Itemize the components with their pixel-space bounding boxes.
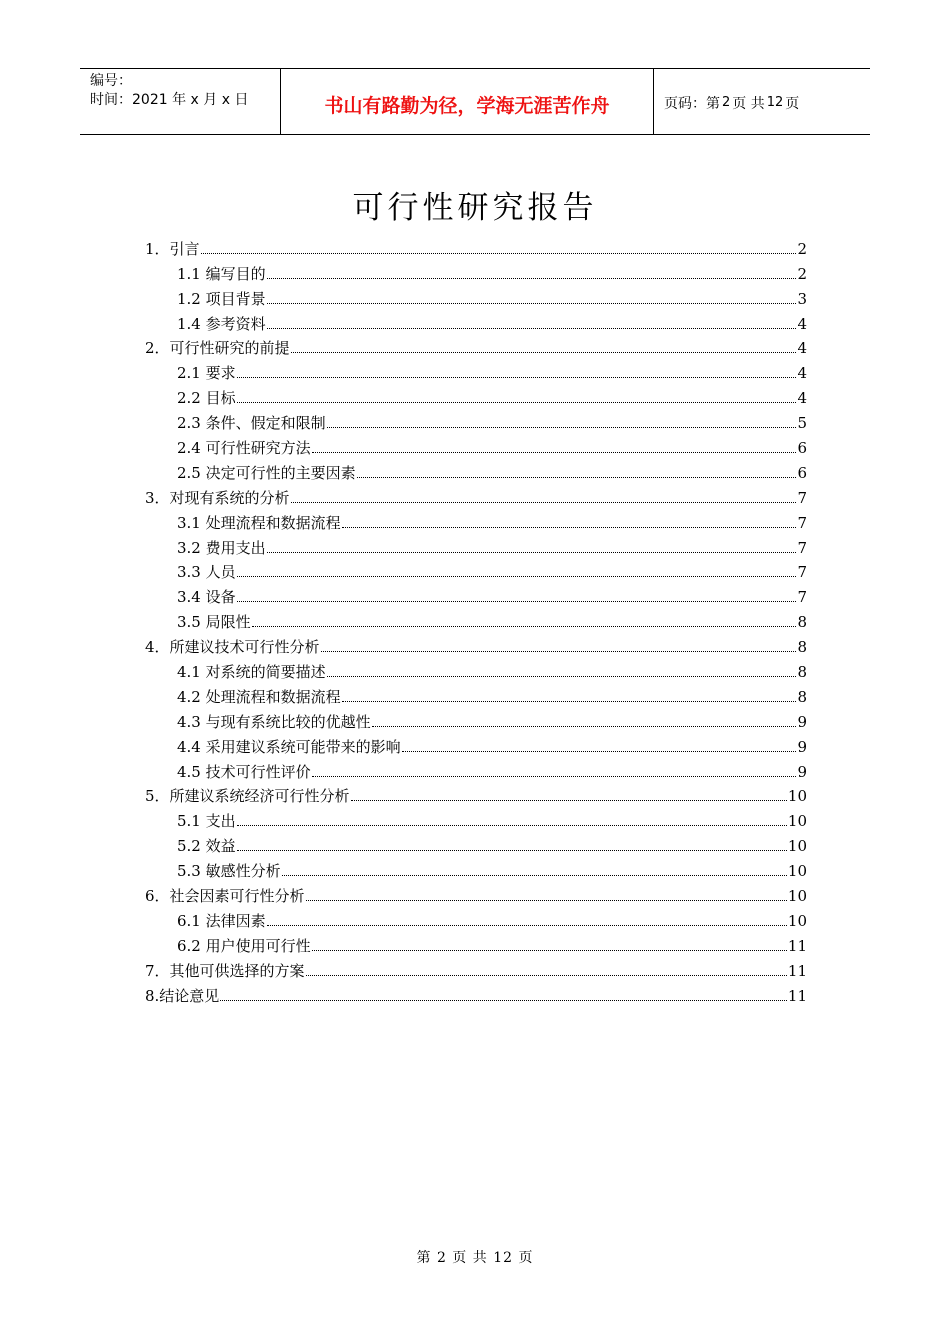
toc-entry-label: 2.2 目标 <box>177 389 236 408</box>
toc-entry-label: 4.3 与现有系统比较的优越性 <box>177 712 371 731</box>
toc-leader-dots <box>291 501 797 503</box>
toc-entry-label: 3.1 处理流程和数据流程 <box>177 513 341 532</box>
toc-entry[interactable] <box>145 805 807 830</box>
toc-leader-dots <box>237 600 797 602</box>
toc-leader-dots <box>327 426 797 428</box>
toc-entry[interactable] <box>145 581 807 606</box>
toc-leader-dots <box>312 451 797 453</box>
toc-entry-label: 2．可行性研究的前提 <box>145 339 290 358</box>
toc-leader-dots <box>220 999 787 1001</box>
toc-entry[interactable] <box>145 756 807 781</box>
toc-leader-dots <box>357 476 797 478</box>
toc-leader-dots <box>402 750 797 752</box>
toc-entry-label: 6．社会因素可行性分析 <box>145 887 305 906</box>
toc-entry[interactable] <box>145 507 807 532</box>
header-number-label: 编号： <box>90 73 132 89</box>
toc-entry-label: 3.5 局限性 <box>177 613 251 632</box>
document-title: 可行性研究报告 <box>352 190 598 226</box>
toc-entry-page: 11 <box>787 961 807 980</box>
toc-entry-label: 5．所建议系统经济可行性分析 <box>145 787 350 806</box>
toc-leader-dots <box>252 625 797 627</box>
header-time: 时间：2021 年 x 月 x 日 <box>90 92 249 108</box>
toc-entry-label: 3.3 人员 <box>177 563 236 582</box>
toc-entry-page: 9 <box>797 712 807 731</box>
toc-entry[interactable] <box>145 532 807 557</box>
toc-entry-label: 8.结论意见 <box>145 986 220 1005</box>
toc-entry-page: 6 <box>797 463 807 482</box>
toc-entry-page: 10 <box>787 837 807 856</box>
header-page-current: 2 <box>722 95 731 110</box>
toc-entry-label: 1.4 参考资料 <box>177 314 266 333</box>
toc-leader-dots <box>267 302 797 304</box>
toc-entry-label: 3.2 费用支出 <box>177 538 266 557</box>
toc-leader-dots <box>237 849 787 851</box>
header-page-suffix: 页 <box>785 95 800 112</box>
toc-leader-dots <box>312 775 797 777</box>
toc-entry-page: 2 <box>797 239 807 258</box>
toc-leader-dots <box>267 277 797 279</box>
toc-entry[interactable] <box>145 258 807 283</box>
toc-entry-label: 2.1 要求 <box>177 364 236 383</box>
toc-entry[interactable] <box>145 656 807 681</box>
toc-entry[interactable] <box>145 781 807 806</box>
toc-entry[interactable] <box>145 606 807 631</box>
toc-entry-page: 4 <box>797 314 807 333</box>
toc-entry-label: 7．其他可供选择的方案 <box>145 961 305 980</box>
toc-entry[interactable] <box>145 631 807 656</box>
toc-entry[interactable] <box>145 980 807 1005</box>
toc-entry-page: 8 <box>797 613 807 632</box>
toc-entry-label: 5.3 敏感性分析 <box>177 862 281 881</box>
toc-entry-page: 8 <box>797 687 807 706</box>
toc-entry-page: 6 <box>797 439 807 458</box>
toc-entry-label: 5.2 效益 <box>177 837 236 856</box>
header-motto: 书山有路勤为径，学海无涯苦作舟 <box>281 69 654 134</box>
toc-entry-label: 6.1 法律因素 <box>177 911 266 930</box>
toc-entry-label: 3．对现有系统的分析 <box>145 488 290 507</box>
toc-entry-label: 1.1 编写目的 <box>177 264 266 283</box>
toc-entry-page: 7 <box>797 513 807 532</box>
toc-entry[interactable] <box>145 382 807 407</box>
toc-entry-label: 4.5 技术可行性评价 <box>177 762 311 781</box>
toc-leader-dots <box>327 675 797 677</box>
toc-entry[interactable] <box>145 830 807 855</box>
toc-entry-page: 3 <box>797 289 807 308</box>
toc-entry[interactable] <box>145 880 807 905</box>
toc-entry-label: 3.4 设备 <box>177 588 236 607</box>
toc-entry-label: 4.4 采用建议系统可能带来的影响 <box>177 737 401 756</box>
toc-entry-page: 11 <box>787 936 807 955</box>
toc-leader-dots <box>291 351 797 353</box>
toc-entry[interactable] <box>145 681 807 706</box>
toc-leader-dots <box>237 824 787 826</box>
toc-entry-page: 4 <box>797 364 807 383</box>
toc-entry[interactable] <box>145 557 807 582</box>
header-page-middle: 页 共 <box>732 95 765 112</box>
toc-entry-label: 2.5 决定可行性的主要因素 <box>177 463 356 482</box>
toc-entry-page: 11 <box>787 986 807 1005</box>
toc-leader-dots <box>237 376 797 378</box>
toc-entry[interactable] <box>145 432 807 457</box>
header-page-info <box>654 69 870 134</box>
toc-entry-label: 1.2 项目背景 <box>177 289 266 308</box>
toc-entry-page: 8 <box>797 638 807 657</box>
toc-entry-page: 10 <box>787 887 807 906</box>
toc-leader-dots <box>306 974 787 976</box>
toc-entry[interactable] <box>145 407 807 432</box>
toc-entry-page: 10 <box>787 787 807 806</box>
toc-leader-dots <box>267 327 797 329</box>
header-page-prefix: 页码：第 <box>664 95 720 112</box>
header-info <box>80 69 281 134</box>
toc-leader-dots <box>372 725 797 727</box>
toc-leader-dots <box>342 700 797 702</box>
toc-entry-label: 5.1 支出 <box>177 812 236 831</box>
toc-leader-dots <box>267 924 787 926</box>
toc-leader-dots <box>351 799 787 801</box>
toc-entry[interactable] <box>145 855 807 880</box>
toc-entry-page: 10 <box>787 812 807 831</box>
toc-leader-dots <box>237 401 797 403</box>
toc-entry[interactable] <box>145 357 807 382</box>
table-of-contents <box>145 233 807 1005</box>
toc-entry[interactable] <box>145 308 807 333</box>
toc-entry-page: 10 <box>787 911 807 930</box>
toc-entry-page: 9 <box>797 762 807 781</box>
toc-entry[interactable] <box>145 233 807 258</box>
toc-entry[interactable] <box>145 457 807 482</box>
toc-leader-dots <box>306 899 787 901</box>
toc-leader-dots <box>282 874 787 876</box>
toc-entry[interactable] <box>145 955 807 980</box>
toc-entry[interactable] <box>145 930 807 955</box>
toc-entry[interactable] <box>145 706 807 731</box>
toc-leader-dots <box>312 949 787 951</box>
toc-entry-label: 4.2 处理流程和数据流程 <box>177 687 341 706</box>
toc-leader-dots <box>237 575 797 577</box>
toc-entry-page: 2 <box>797 264 807 283</box>
toc-entry-page: 7 <box>797 563 807 582</box>
toc-entry-label: 4.1 对系统的简要描述 <box>177 663 326 682</box>
toc-entry-label: 1．引言 <box>145 239 200 258</box>
toc-entry-page: 7 <box>797 538 807 557</box>
toc-entry-page: 10 <box>787 862 807 881</box>
toc-leader-dots <box>342 526 797 528</box>
toc-entry[interactable] <box>145 905 807 930</box>
page-footer: 第 2 页 共 12 页 <box>416 1250 534 1266</box>
toc-entry-label: 6.2 用户使用可行性 <box>177 936 311 955</box>
toc-entry-page: 8 <box>797 663 807 682</box>
toc-leader-dots <box>321 650 797 652</box>
toc-entry[interactable] <box>145 333 807 358</box>
toc-leader-dots <box>201 252 797 254</box>
toc-entry-label: 2.3 条件、假定和限制 <box>177 414 326 433</box>
header-page-total: 12 <box>766 95 784 110</box>
toc-entry-page: 7 <box>797 488 807 507</box>
toc-entry-page: 4 <box>797 339 807 358</box>
toc-entry[interactable] <box>145 482 807 507</box>
toc-entry[interactable] <box>145 731 807 756</box>
toc-entry-page: 9 <box>797 737 807 756</box>
page-header <box>80 68 870 135</box>
toc-entry-label: 4．所建议技术可行性分析 <box>145 638 320 657</box>
toc-entry-page: 7 <box>797 588 807 607</box>
toc-entry-label: 2.4 可行性研究方法 <box>177 439 311 458</box>
toc-entry-page: 5 <box>797 414 807 433</box>
toc-entry-page: 4 <box>797 389 807 408</box>
toc-entry[interactable] <box>145 283 807 308</box>
toc-leader-dots <box>267 551 797 553</box>
